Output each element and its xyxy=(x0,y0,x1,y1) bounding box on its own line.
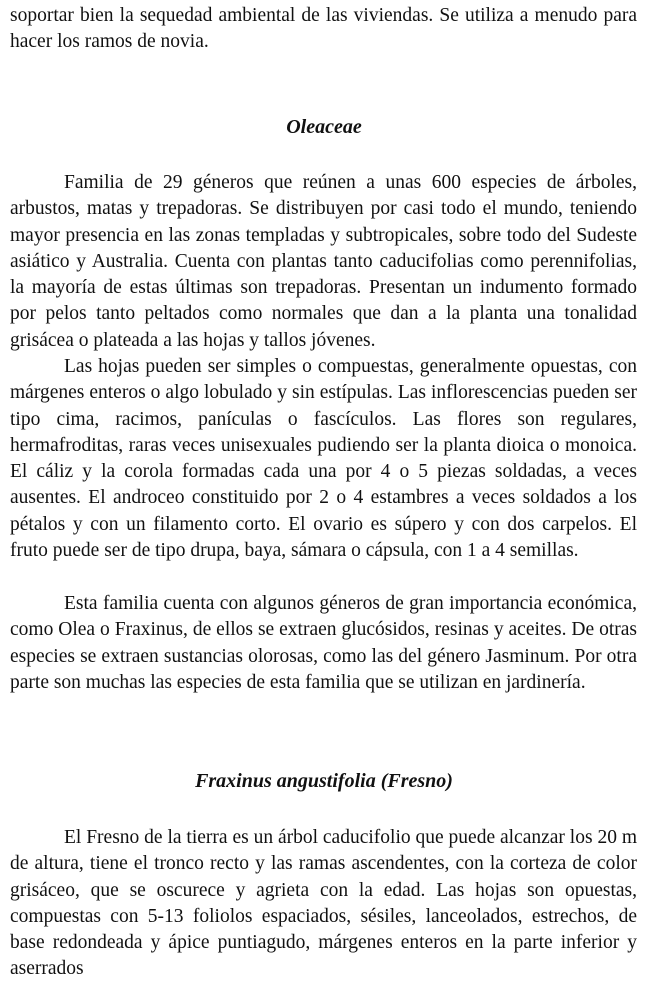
section-title-oleaceae: Oleaceae xyxy=(286,116,362,138)
oleaceae-paragraph-1: Familia de 29 géneros que reúnen a unas 600 especies de árboles, arbustos, matas y trepadoras. Se distribuyen por casi todo el mundo, teniendo mayor presencia en las zonas templadas y subtropicales, sobre todo del Sudeste asiático y Australia. Cuenta con plantas tanto caducifolias como perennifolias, la mayoría de estas últimas son trepadoras. Presentan un indumento formado por pelos tanto peltados como normales que dan a la planta una tonalidad grisácea o plateada a las hojas y tallos jóvenes. xyxy=(10,172,637,351)
oleaceae-paragraph-3: Esta familia cuenta con algunos géneros de gran importancia económica, como Olea o Fraxinus, de ellos se extraen glucósidos, resinas y aceites. De otras especies se extraen sustancias olorosas, como las del género Jasminum. Por otra parte son muchas las especies de esta familia que se utilizan en jardinería. xyxy=(10,593,637,693)
fraxinus-paragraph-1: El Fresno de la tierra es un árbol caducifolio que puede alcanzar los 20 m de altura, tiene el tronco recto y las ramas ascendentes, con la corteza de color grisáceo, que se oscurece y agrieta con la edad. Las hojas son opuestas, compuestas con 5-13 foliolos espaciados, sésiles, lanceolados, estrechos, de base redondeada y ápice puntiagudo, márgenes enteros en la parte inferior y aserrados xyxy=(10,827,637,980)
section-title-fraxinus: Fraxinus angustifolia (Fresno) xyxy=(195,770,453,792)
oleaceae-paragraph-2: Las hojas pueden ser simples o compuestas, generalmente opuestas, con márgenes enteros o algo lobulado y sin estípulas. Las inflorescencias pueden ser tipo cima, racimos, panículas o fascículos. Las flores son regulares, hermafroditas, raras veces unisexuales pudiendo ser la planta dioica o monoica. El cáliz y la corola formadas cada una por 4 o 5 piezas soldadas, a veces ausentes. El androceo constituido por 2 o 4 estambres a veces soldados a los pétalos y con un filamento corto. El ovario es súpero y con dos carpelos. El fruto puede ser de tipo drupa, baya, sámara o cápsula, con 1 a 4 semillas. xyxy=(10,356,637,562)
intro-paragraph: soportar bien la sequedad ambiental de las viviendas. Se utiliza a menudo para hacer los ramos de novia. xyxy=(10,5,637,53)
